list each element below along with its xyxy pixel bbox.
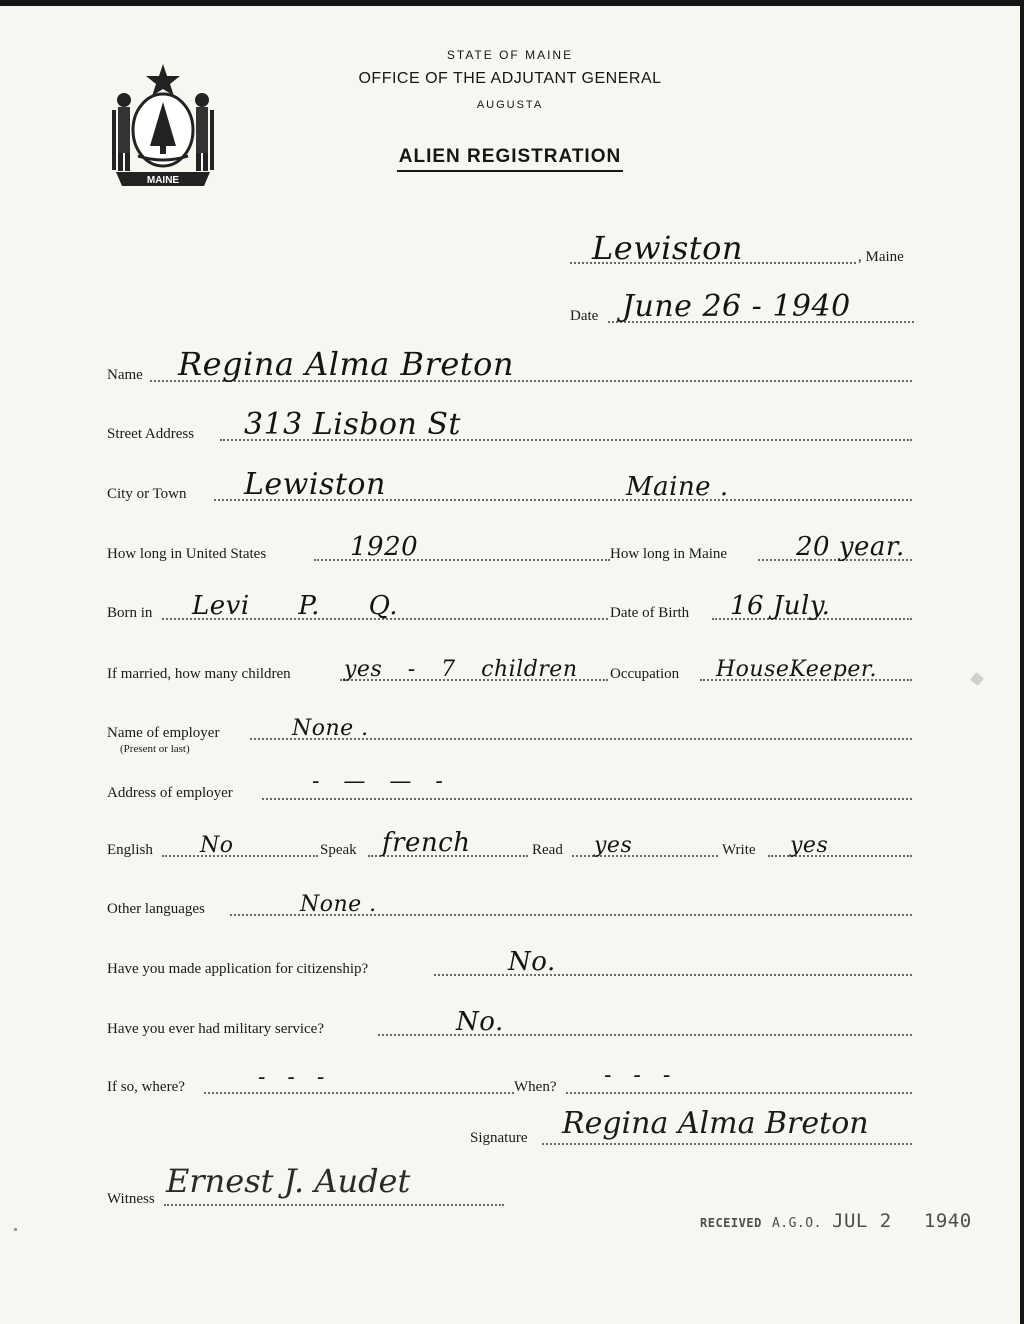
city-label: City or Town	[107, 486, 187, 502]
english-value[interactable]: No	[200, 833, 234, 858]
city-row	[0, 467, 1024, 505]
date-value[interactable]: June 26 - 1940	[622, 289, 851, 324]
language-row	[0, 828, 1024, 861]
employer-row	[0, 714, 1024, 755]
witness-row	[0, 1180, 1024, 1210]
write-value[interactable]: yes	[790, 833, 829, 858]
us-duration-value[interactable]: 1920	[350, 532, 419, 562]
military-row	[0, 1007, 1024, 1040]
scan-speck	[14, 1228, 17, 1231]
place-row	[0, 229, 1024, 268]
stamp-received: RECEIVED	[700, 1216, 762, 1230]
stamp-date: JUL 2	[832, 1210, 892, 1232]
employer-address-line	[262, 798, 912, 800]
city-state-value[interactable]: Maine .	[626, 472, 729, 502]
scan-border-top	[0, 0, 1024, 6]
children-value[interactable]: yes - 7 children	[344, 657, 578, 682]
citizenship-line	[434, 974, 912, 976]
born-in-label: Born in	[107, 605, 153, 621]
signature-line	[542, 1143, 912, 1145]
read-label: Read	[532, 842, 563, 858]
write-label: Write	[722, 842, 756, 858]
employer-address-label: Address of employer	[107, 785, 233, 801]
signature-label: Signature	[470, 1130, 528, 1146]
date-row	[0, 289, 1024, 327]
birth-row	[0, 591, 1024, 624]
witness-label: Witness	[107, 1191, 155, 1207]
maine-duration-label: How long in Maine	[610, 546, 728, 562]
name-label: Name	[107, 367, 143, 383]
citizenship-row	[0, 947, 1024, 980]
street-row	[0, 407, 1024, 445]
english-label: English	[107, 842, 153, 858]
us-duration-label: How long in United States	[107, 546, 267, 562]
signature-value[interactable]: Regina Alma Breton	[562, 1106, 869, 1141]
born-in-value[interactable]: Levi P. Q.	[192, 591, 398, 621]
witness-signature[interactable]: Ernest J. Audet	[166, 1162, 411, 1200]
city-heading: AUGUSTA	[476, 99, 544, 111]
employer-address-value[interactable]: - — — -	[312, 769, 444, 794]
maine-duration-value[interactable]: 20 year.	[796, 532, 905, 562]
street-label: Street Address	[107, 426, 195, 442]
children-row	[0, 655, 1024, 685]
occupation-value[interactable]: HouseKeeper.	[716, 657, 877, 682]
employer-address-row	[0, 769, 1024, 804]
name-value[interactable]: Regina Alma Breton	[178, 345, 515, 383]
speak-value[interactable]: french	[382, 828, 471, 858]
citizenship-value[interactable]: No.	[508, 947, 556, 977]
where-line	[204, 1092, 514, 1094]
other-languages-value[interactable]: None .	[300, 892, 377, 917]
place-value[interactable]: Lewiston	[592, 229, 743, 267]
when-value[interactable]: - - -	[604, 1063, 671, 1088]
military-label: Have you ever had military service?	[107, 1021, 324, 1037]
employer-label: Name of employer	[107, 725, 220, 741]
seal-banner-text: MAINE	[146, 175, 180, 186]
speak-label: Speak	[320, 842, 357, 858]
other-languages-row	[0, 890, 1024, 920]
dob-value[interactable]: 16 July.	[730, 591, 831, 621]
english-line	[162, 855, 318, 857]
dob-label: Date of Birth	[610, 605, 690, 621]
read-value[interactable]: yes	[594, 833, 633, 858]
where-label: If so, where?	[107, 1079, 185, 1095]
other-languages-label: Other languages	[107, 901, 205, 917]
duration-row	[0, 532, 1024, 565]
children-label: If married, how many children	[107, 666, 291, 682]
service-details-row	[0, 1063, 1024, 1098]
employer-value[interactable]: None .	[292, 716, 369, 741]
employer-sub-label: (Present or last)	[120, 743, 190, 755]
city-value[interactable]: Lewiston	[244, 467, 386, 502]
witness-line	[164, 1204, 504, 1206]
citizenship-label: Have you made application for citizenship?	[107, 961, 369, 977]
stamp-year: 1940	[923, 1210, 972, 1232]
maine-state-seal	[108, 60, 218, 188]
when-line	[566, 1092, 912, 1094]
office-heading: OFFICE OF THE ADJUTANT GENERAL	[358, 70, 662, 87]
where-value[interactable]: - - -	[258, 1065, 325, 1090]
when-label: When?	[514, 1079, 557, 1095]
date-label: Date	[570, 308, 599, 324]
state-heading: STATE OF MAINE	[446, 48, 574, 62]
stamp-office: A.G.O.	[771, 1216, 822, 1231]
military-value[interactable]: No.	[456, 1007, 504, 1037]
name-row	[0, 345, 1024, 386]
signature-row	[0, 1119, 1024, 1149]
street-value[interactable]: 313 Lisbon St	[244, 407, 461, 442]
form-title: ALIEN REGISTRATION	[300, 146, 720, 168]
occupation-label: Occupation	[610, 666, 680, 682]
place-suffix: , Maine	[858, 249, 904, 265]
received-stamp	[700, 1210, 972, 1232]
